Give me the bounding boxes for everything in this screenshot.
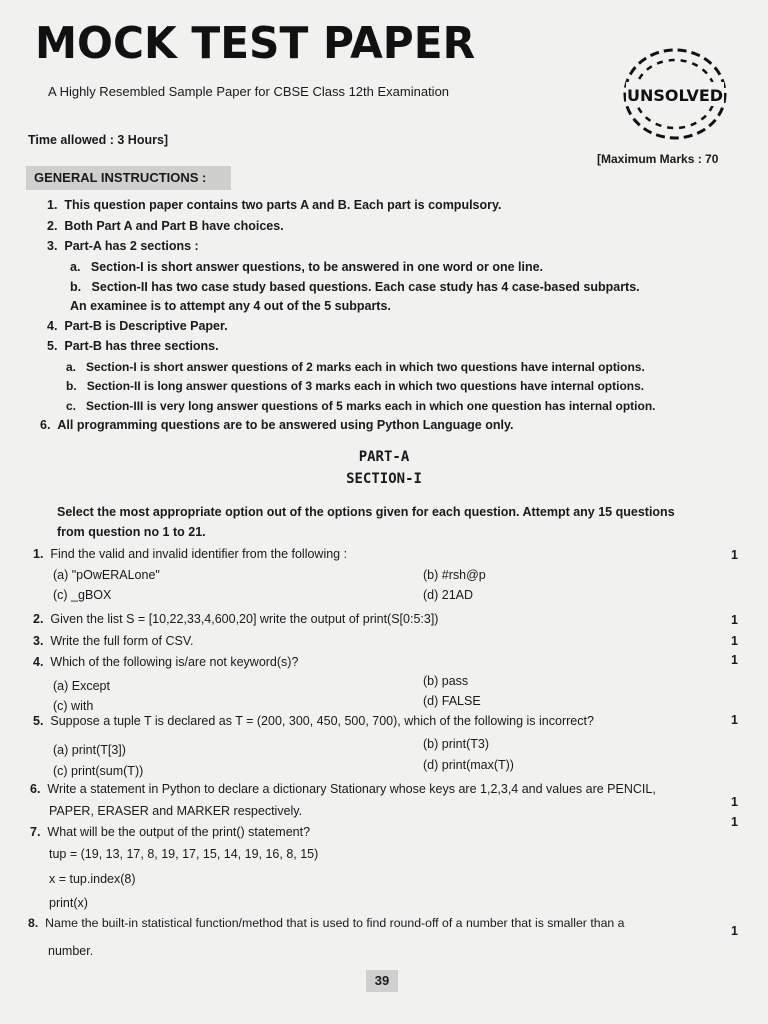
question-8: 8. Name the built-in statistical function/method that is used to find round-off of a number that is smaller than a — [28, 916, 625, 930]
question-4: 4. Which of the following is/are not keyword(s)? — [33, 655, 299, 669]
marks: 1 — [731, 795, 738, 809]
instruction-item: 1. This question paper contains two parts A and B. Each part is compulsory. — [47, 198, 502, 212]
option-b: (b) print(T3) — [423, 737, 489, 751]
stamp-text: UNSOLVED — [626, 86, 724, 105]
option-a: (a) print(T[3]) — [53, 743, 126, 757]
section-heading: SECTION-I — [346, 471, 422, 487]
code-line: x = tup.index(8) — [49, 872, 136, 886]
marks: 1 — [731, 653, 738, 667]
option-a: (a) "pOwERALone" — [53, 568, 160, 582]
question-7: 7. What will be the output of the print() statement? — [30, 825, 311, 839]
option-d: (d) print(max(T)) — [423, 758, 514, 772]
instruction-item: 5. Part-B has three sections. — [47, 339, 219, 353]
instruction-item: 3. Part-A has 2 sections : — [47, 239, 199, 253]
code-line: print(x) — [49, 896, 88, 910]
marks: 1 — [731, 634, 738, 648]
instruction-subitem: b. Section-II is long answer questions of 3 marks each in which two questions have internal options. — [66, 379, 645, 393]
question-6-continuation: PAPER, ERASER and MARKER respectively. — [49, 804, 303, 818]
question-8-continuation: number. — [48, 944, 94, 958]
option-c: (c) _gBOX — [53, 588, 112, 602]
instruction-subitem: b. Section-II has two case study based questions. Each case study has 4 case-based subparts. — [70, 280, 640, 294]
code-line: tup = (19, 13, 17, 8, 19, 17, 15, 14, 19, 16, 8, 15) — [49, 847, 319, 861]
part-heading: PART-A — [358, 449, 410, 465]
question-3: 3. Write the full form of CSV. — [33, 634, 194, 648]
instruction-item: 4. Part-B is Descriptive Paper. — [47, 319, 228, 333]
general-instructions-heading: GENERAL INSTRUCTIONS : — [26, 166, 231, 190]
unsolved-stamp — [620, 44, 730, 144]
question-6: 6. Write a statement in Python to declare a dictionary Stationary whose keys are 1,2,3,4 and values are PENCIL, — [30, 782, 656, 796]
marks: 1 — [731, 713, 738, 727]
instruction-subitem: a. Section-I is short answer questions, to be answered in one word or one line. — [70, 260, 544, 274]
page-subtitle: A Highly Resembled Sample Paper for CBSE Class 12th Examination — [48, 84, 450, 99]
instruction-subitem: a. Section-I is short answer questions of 2 marks each in which two questions have internal options. — [66, 360, 645, 374]
maximum-marks: [Maximum Marks : 70 — [597, 152, 719, 166]
marks: 1 — [731, 613, 738, 627]
question-1: 1. Find the valid and invalid identifier from the following : — [33, 547, 348, 561]
option-c: (c) print(sum(T)) — [53, 764, 144, 778]
instruction-subitem: c. Section-III is very long answer questions of 5 marks each in which one question has internal option. — [66, 399, 656, 413]
option-b: (b) pass — [423, 674, 469, 688]
option-d: (d) 21AD — [423, 588, 474, 602]
option-d: (d) FALSE — [423, 694, 481, 708]
question-2: 2. Given the list S = [10,22,33,4,600,20] write the output of print(S[0:5:3]) — [33, 612, 439, 626]
section-instruction: from question no 1 to 21. — [57, 525, 206, 539]
option-b: (b) #rsh@p — [423, 568, 486, 582]
marks: 1 — [731, 548, 738, 562]
time-allowed: Time allowed : 3 Hours] — [28, 133, 169, 147]
instruction-item: 2. Both Part A and Part B have choices. — [47, 219, 284, 233]
marks: 1 — [731, 815, 738, 829]
page-title: MOCK TEST PAPER — [35, 18, 476, 69]
question-5: 5. Suppose a tuple T is declared as T = (200, 300, 450, 500, 700), which of the following is incorrect? — [33, 714, 594, 728]
marks: 1 — [731, 924, 738, 938]
option-a: (a) Except — [53, 679, 110, 693]
instruction-continuation: An examinee is to attempt any 4 out of the 5 subparts. — [70, 299, 391, 313]
section-instruction: Select the most appropriate option out of the options given for each question. Attempt any 15 questions — [57, 505, 675, 519]
page-number: 39 — [366, 970, 398, 992]
option-c: (c) with — [53, 699, 94, 713]
instruction-item: 6. All programming questions are to be answered using Python Language only. — [40, 418, 514, 432]
